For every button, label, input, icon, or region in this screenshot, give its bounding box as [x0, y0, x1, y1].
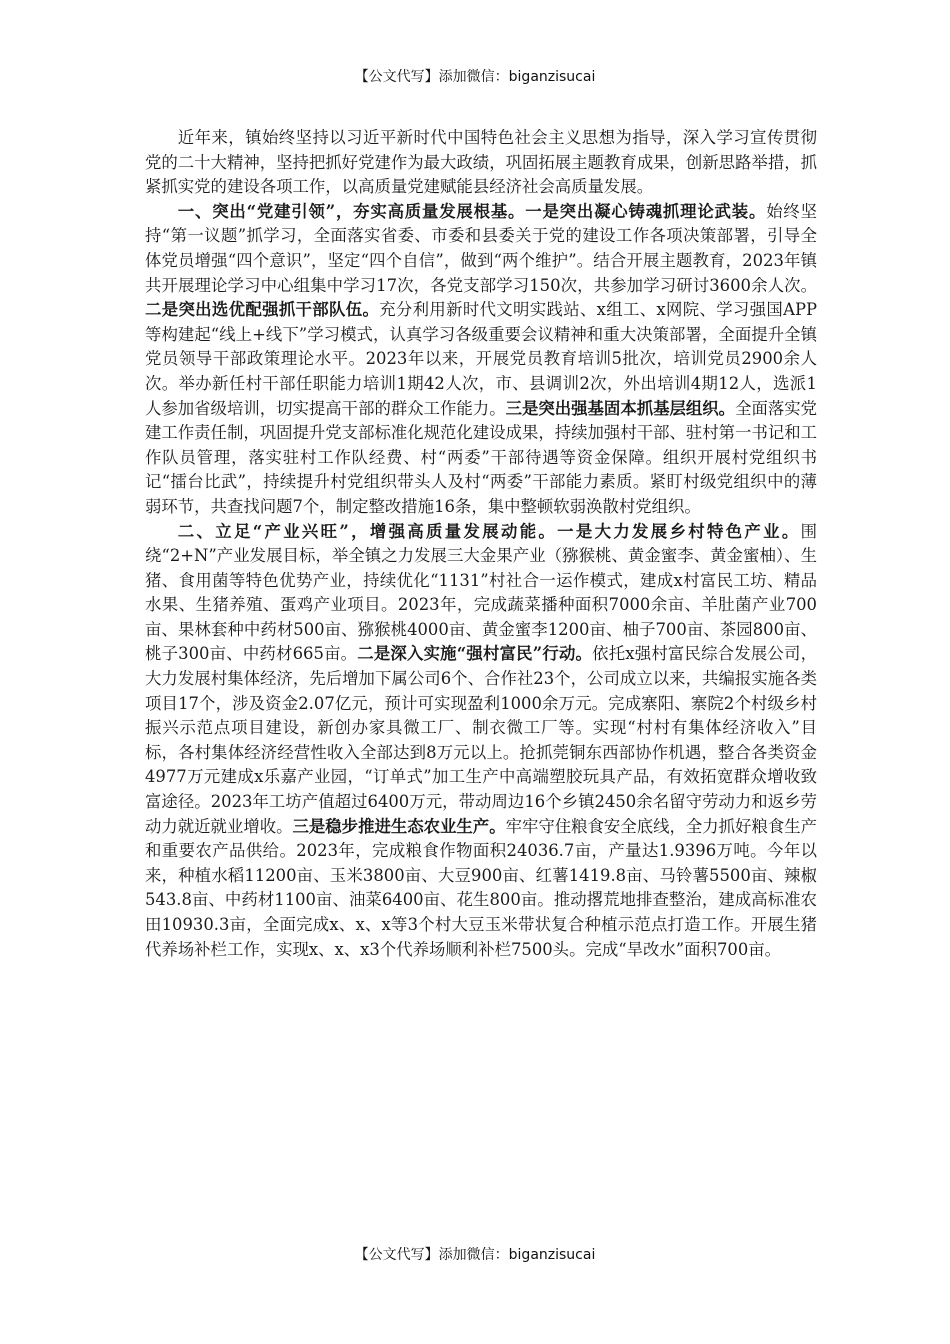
section-2-heading: 二、立足“产业兴旺”，增强高质量发展动能。一是大力发展乡村特色产业。	[177, 521, 801, 541]
section-2-subheading-2: 二是深入实施“强村富民”行动。	[357, 644, 593, 664]
section-1-subheading-3: 三是突出强基固本抓基层组织。	[505, 398, 736, 418]
section-1-text-a: 始终坚持“第一议题”抓学习，全面落实省委、市委和县委关于党的建设工作各项决策部署，引导全体党员增强“四个意识”，坚定“四个自信”，做到“两个维护”。结合开展主题教育，2023年镇共开展理论学习中心组集中学习17次，各党支部学习150次，共参加学习研讨3600余人次。	[145, 201, 817, 295]
section-2-text-b: 依托x强村富民综合发展公司，大力发展村集体经济，先后增加下属公司6个、合作社23个，公司成立以来，共编报实施各类项目17个，涉及资金2.07亿元，预计可实现盈利1000余万元。完成寨阳、寨院2个村级乡村振兴示范点项目建设，新创办家具微工厂、制衣微工厂等。实现“村村有集体经济收入”目标，各村集体经济经营性收入全部达到8万元以上。抢抓莞铜东西部协作机遇，整合各类资金4977万元建成x乐嘉产业园，“订单式”加工生产中高端塑胶玩具产品，有效拓宽群众增收致富途径。2023年工坊产值超过6400万元，带动周边16个乡镇2450余名留守劳动力和返乡劳动力就近就业增收。	[145, 644, 817, 836]
document-body	[145, 126, 817, 962]
section-2-subheading-3: 三是稳步推进生态农业生产。	[292, 816, 506, 836]
page-footer: 【公文代写】添加微信：biganzisucai	[354, 1247, 596, 1263]
section-2-text-a: 围绕“2+N”产业发展目标，举全镇之力发展三大金果产业（猕猴桃、黄金蜜李、黄金蜜柚）、生猪、食用菌等特色优势产业，持续优化“1131”村社合一运作模式，建成x村富民工坊、精品水果、生猪养殖、蛋鸡产业项目。2023年，完成蔬菜播种面积7000余亩、羊肚菌产业700亩、果林套种中药材500亩、猕猴桃4000亩、黄金蜜李1200亩、柚子700亩、茶园800亩、桃子300亩、中药材665亩。	[145, 521, 817, 664]
section-1-subheading-2: 二是突出选优配强抓干部队伍。	[145, 300, 380, 320]
paragraph-section-1	[145, 200, 817, 520]
paragraph-intro	[145, 126, 817, 200]
page-header: 【公文代写】添加微信：biganzisucai	[354, 69, 596, 85]
section-1-text-c: 全面落实党建工作责任制，巩固提升党支部标准化规范化建设成果，持续加强村干部、驻村第一书记和工作队员管理，落实驻村工作队经费、村“两委”干部待遇等资金保障。组织开展村党组织书记“擂台比武”，持续提升村党组织带头人及村“两委”干部能力素质。紧盯村级党组织中的薄弱环节，共查找问题7个，制定整改措施16条，集中整顿软弱涣散村党组织。	[145, 398, 818, 516]
section-1-heading: 一、突出“党建引领”，夯实高质量发展根基。一是突出凝心铸魂抓理论武装。	[177, 201, 767, 221]
section-2-text-c: 牢牢守住粮食安全底线，全力抓好粮食生产和重要农产品供给。2023年，完成粮食作物面积24036.7亩，产量达1.9396万吨。今年以来，种植水稻11200亩、玉米3800亩、大豆900亩、红薯1419.8亩、马铃薯5500亩、辣椒543.8亩、中药材1100亩、油菜6400亩、花生800亩。推动撂荒地排查整治，建成高标准农田10930.3亩，全面完成x、x、x等3个村大豆玉米带状复合种植示范点打造工作。开展生猪代养场补栏工作，实现x、x、x3个代养场顺利补栏7500头。完成“旱改水”面积700亩。	[145, 816, 818, 959]
section-1-text-b: 充分利用新时代文明实践站、x组工、x网院、学习强国APP等构建起“线上+线下”学习模式，认真学习各级重要会议精神和重大决策部署，全面提升全镇党员领导干部政策理论水平。2023年以来，开展党员教育培训5批次，培训党员2900余人次。举办新任村干部任职能力培训1期42人次，市、县调训2次，外出培训4期12人，选派1人参加省级培训，切实提高干部的群众工作能力。	[145, 300, 818, 418]
intro-text: 近年来，镇始终坚持以习近平新时代中国特色社会主义思想为指导，深入学习宣传贯彻党的二十大精神，坚持把抓好党建作为最大政绩，巩固拓展主题教育成果，创新思路举措，抓紧抓实党的建设各项工作，以高质量党建赋能县经济社会高质量发展。	[145, 128, 818, 197]
paragraph-section-2	[145, 520, 817, 963]
